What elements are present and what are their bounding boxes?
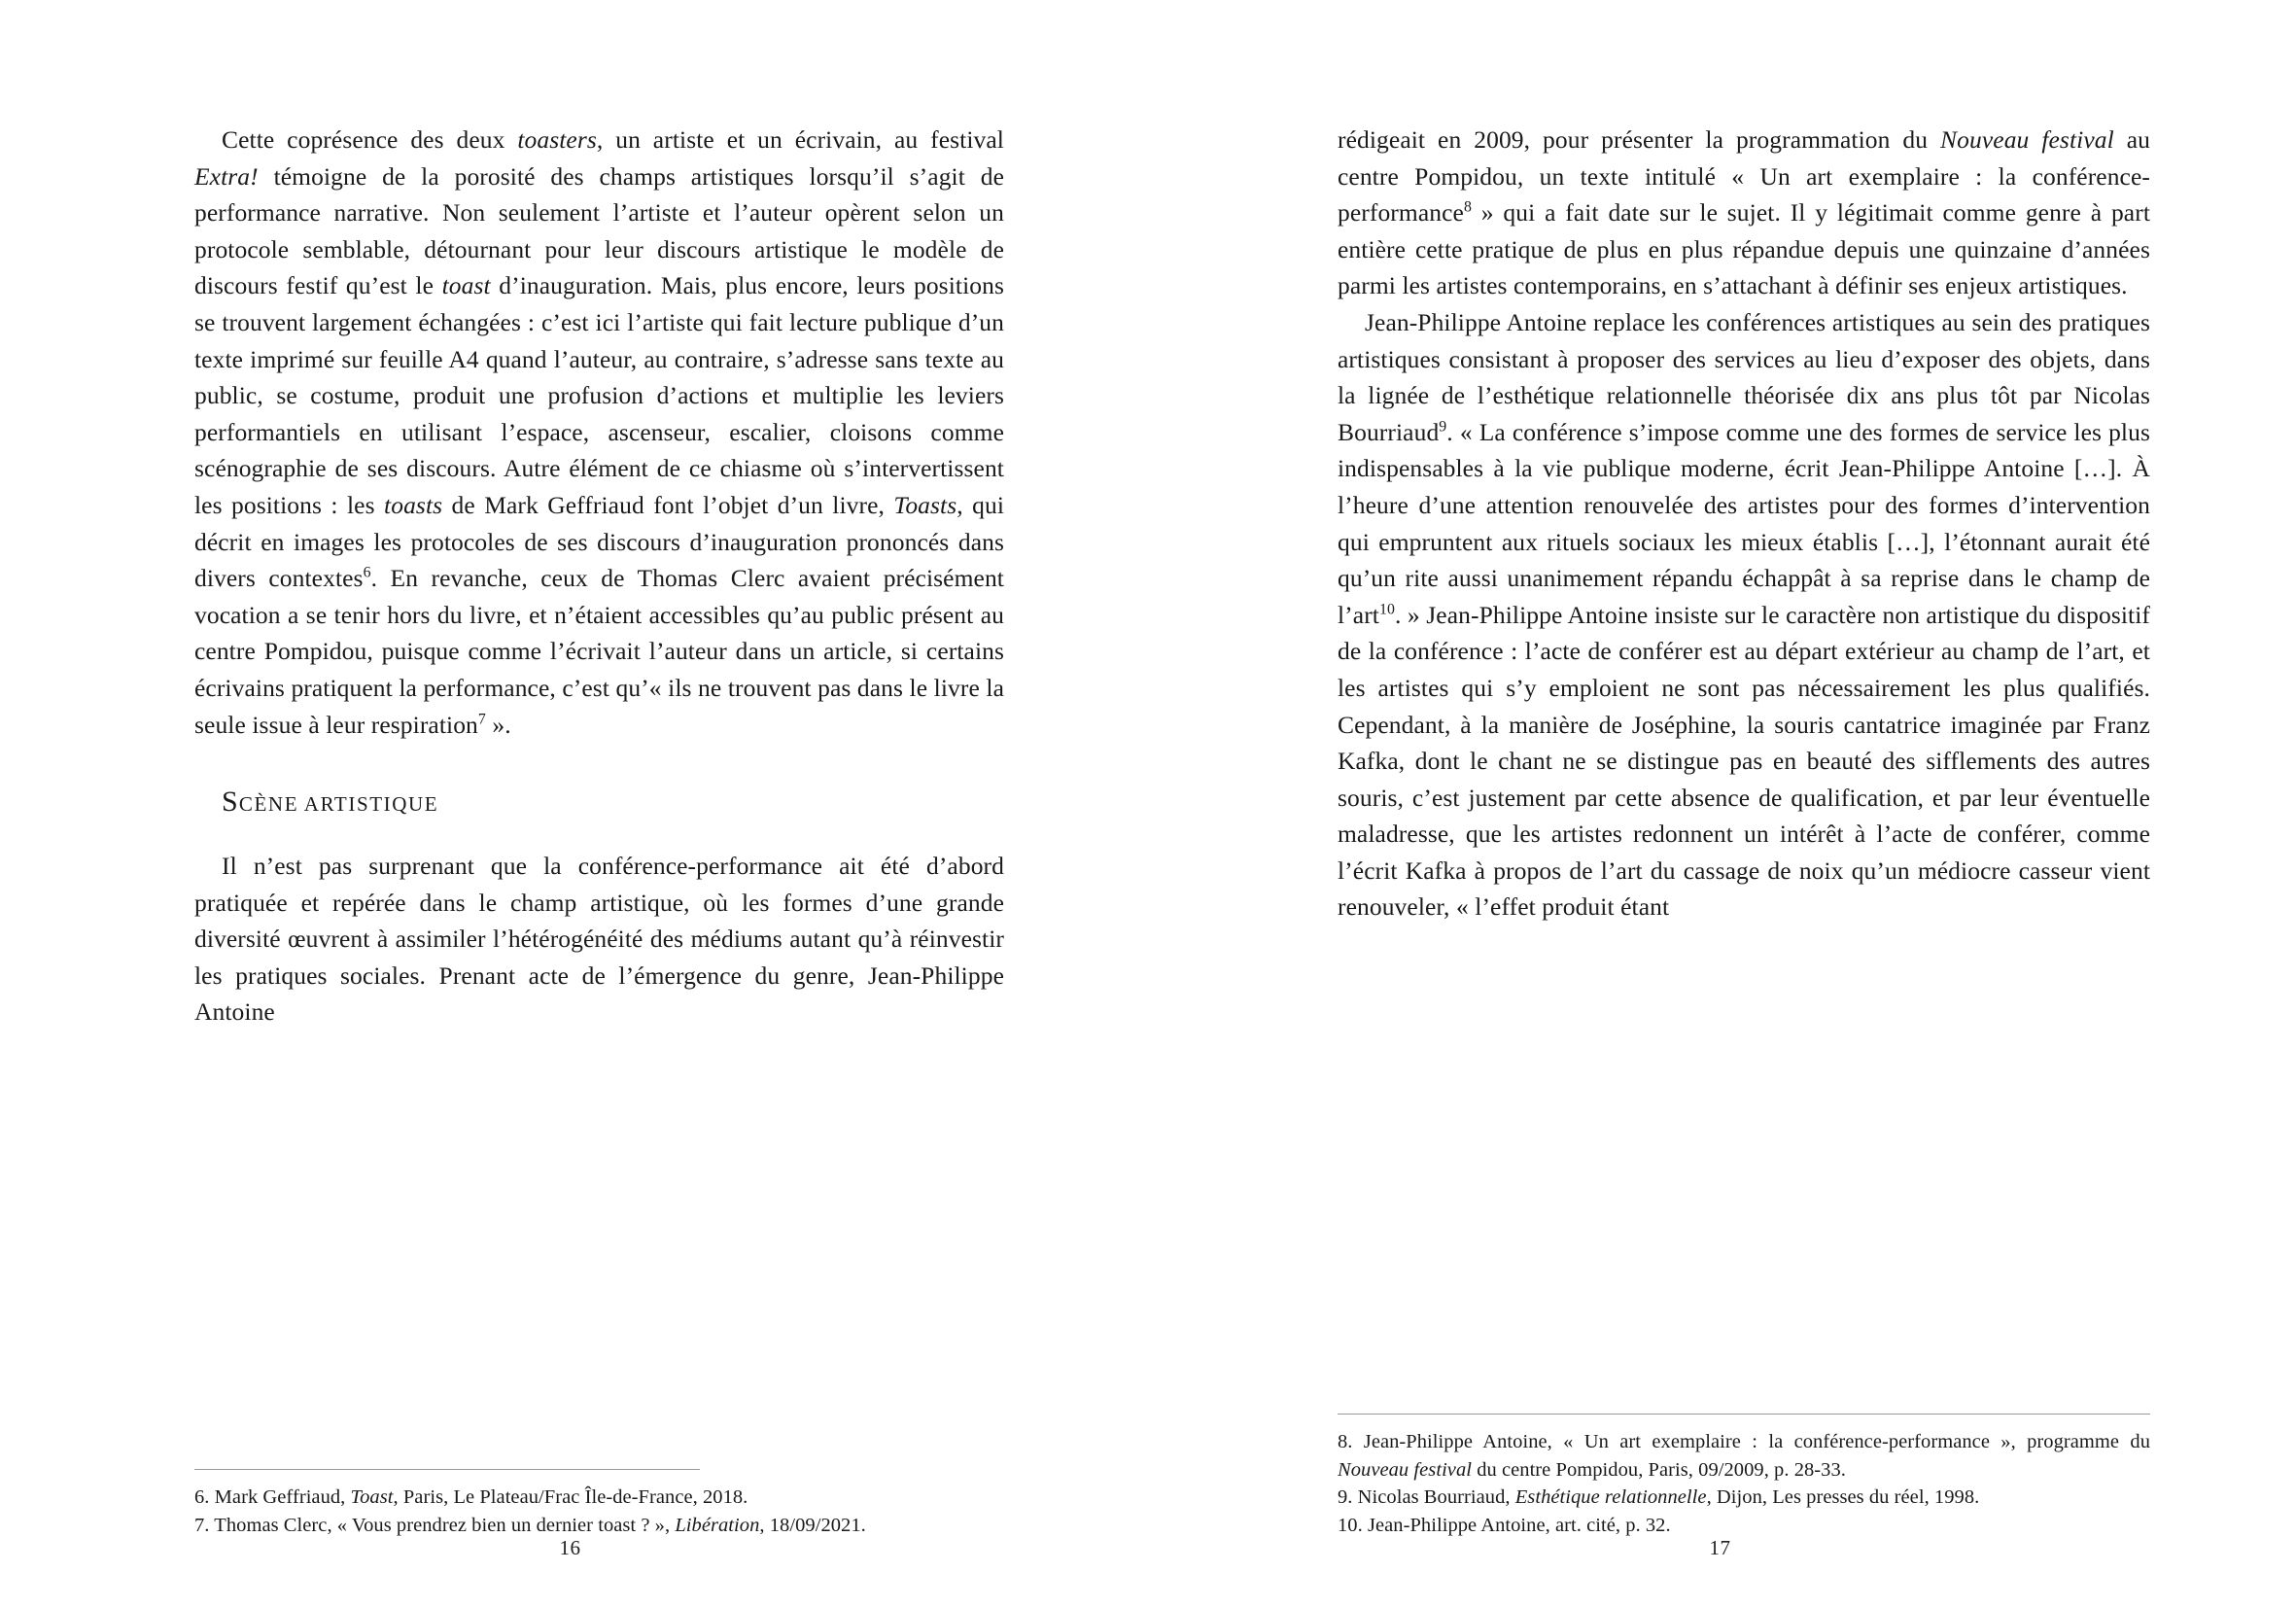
right-text-column xyxy=(1338,122,2150,1414)
paragraph: rédigeait en 2009, pour présenter la programmation du Nouveau festival au centre Pompidou, un texte intitulé « Un art exemplaire : la conférence-performance$^8$ » qui a fait date sur le sujet. Il y légitimait comme genre à part entière cette pratique de plus en plus répandue depuis une quinzaine d’années parmi les artistes contemporains, en s’attachant à définir ses enjeux artistiques. xyxy=(1338,125,2150,300)
page-number: 16 xyxy=(559,1536,581,1559)
footnote: 6. Mark Geffriaud, Toast, Paris, Le Plateau/Frac Île-de-France, 2018. xyxy=(194,1486,748,1508)
footnote: 7. Thomas Clerc, « Vous prendrez bien un dernier toast ? », Libération, 18/09/2021. xyxy=(194,1514,866,1536)
paragraph: Il n’est pas surprenant que la conférence-performance ait été d’abord pratiquée et repérée dans le champ artistique, où les formes d’une grande diversité œuvrent à assimiler l’hétérogénéité des médiums autant qu’à réinvestir les pratiques sociales. Prenant acte de l’émergence du genre, Jean-Philippe Antoine xyxy=(194,852,1004,1027)
footnote: 8. Jean-Philippe Antoine, « Un art exemplaire : la conférence-performance », programme du Nouveau festival du centre Pompidou, Paris, 09/2009, p. 28-33. xyxy=(1338,1431,2150,1481)
footnote: 9. Nicolas Bourriaud, Esthétique relationnelle, Dijon, Les presses du réel, 1998. xyxy=(1338,1486,1980,1508)
left-text-column xyxy=(194,122,1004,1469)
footnote-separator xyxy=(194,1469,700,1470)
footnote-separator xyxy=(1338,1414,2150,1415)
footnote: 10. Jean-Philippe Antoine, art. cité, p. 32. xyxy=(1338,1514,1671,1536)
footnotes-left xyxy=(194,1469,1004,1539)
page-right xyxy=(1148,0,2296,1607)
paragraph: Jean-Philippe Antoine replace les conférences artistiques au sein des pratiques artistiques consistant à proposer des services au lieu d’exposer des objets, dans la lignée de l’esthétique relationnelle théorisée dix ans plus tôt par Nicolas Bourriaud$^9$. « La conférence s’impose comme une des formes de service les plus indispensables à la vie publique moderne, écrit Jean-Philippe Antoine […]. À l’heure d’une attention renouvelée des artistes pour des formes d’intervention qui empruntent aux rituels sociaux les mieux établis […], l’étonnant aurait été qu’un rite aussi unanimement répandu échappât à sa reprise dans le champ de l’art$^{10}$. » Jean-Philippe Antoine insiste sur le caractère non artistique du dispositif de la conférence : l’acte de conférer est au départ extérieur au champ de l’art, et les artistes qui s’y emploient ne sont pas nécessairement les plus qualifiés. Cependant, à la manière de Joséphine, la souris cantatrice imaginée par Franz Kafka, dont le chant ne se distingue pas en beauté des sifflements des autres souris, c’est justement par cette absence de qualification, et par leur éventuelle maladresse, que les artistes redonnent un intérêt à l’acte de conférer, comme l’écrit Kafka à propos de l’art du cassage de noix qu’un médiocre casseur vient renouveler, « l’effet produit étant xyxy=(1338,307,2150,922)
page-number: 17 xyxy=(1709,1536,1731,1559)
footnotes-right xyxy=(1338,1414,2150,1539)
paragraph: Cette coprésence des deux toasters, un artiste et un écrivain, au festival Extra! témoigne de la porosité des champs artistiques lorsqu’il s’agit de performance narrative. Non seulement l’artiste et l’auteur opèrent selon un protocole semblable, détournant pour leur discours artistique le modèle de discours festif qu’est le toast d’inauguration. Mais, plus encore, leurs positions se trouvent largement échangées : c’est ici l’artiste qui fait lecture publique d’un texte imprimé sur feuille A4 quand l’auteur, au contraire, s’adresse sans texte au public, se costume, produit une profusion d’actions et multiplie les leviers performantiels en utilisant l’espace, ascenseur, escalier, cloisons comme scénographie de ses discours. Autre élément de ce chiasme où s’intervertissent les positions : les toasts de Mark Geffriaud font l’objet d’un livre, Toasts, qui décrit en images les protocoles de ses discours d’inauguration prononcés dans divers contextes$^6$. En revanche, ceux de Thomas Clerc avaient précisément vocation a se tenir hors du livre, et n’étaient accessibles qu’au public présent au centre Pompidou, puisque comme l’écrivait l’auteur dans un article, si certains écrivains pratiquent la performance, c’est qu’« ils ne trouvent pas dans le livre la seule issue à leur respiration$^7$ ». xyxy=(194,125,1005,739)
section-heading: SCÈNE ARTISTIQUE xyxy=(222,786,439,819)
